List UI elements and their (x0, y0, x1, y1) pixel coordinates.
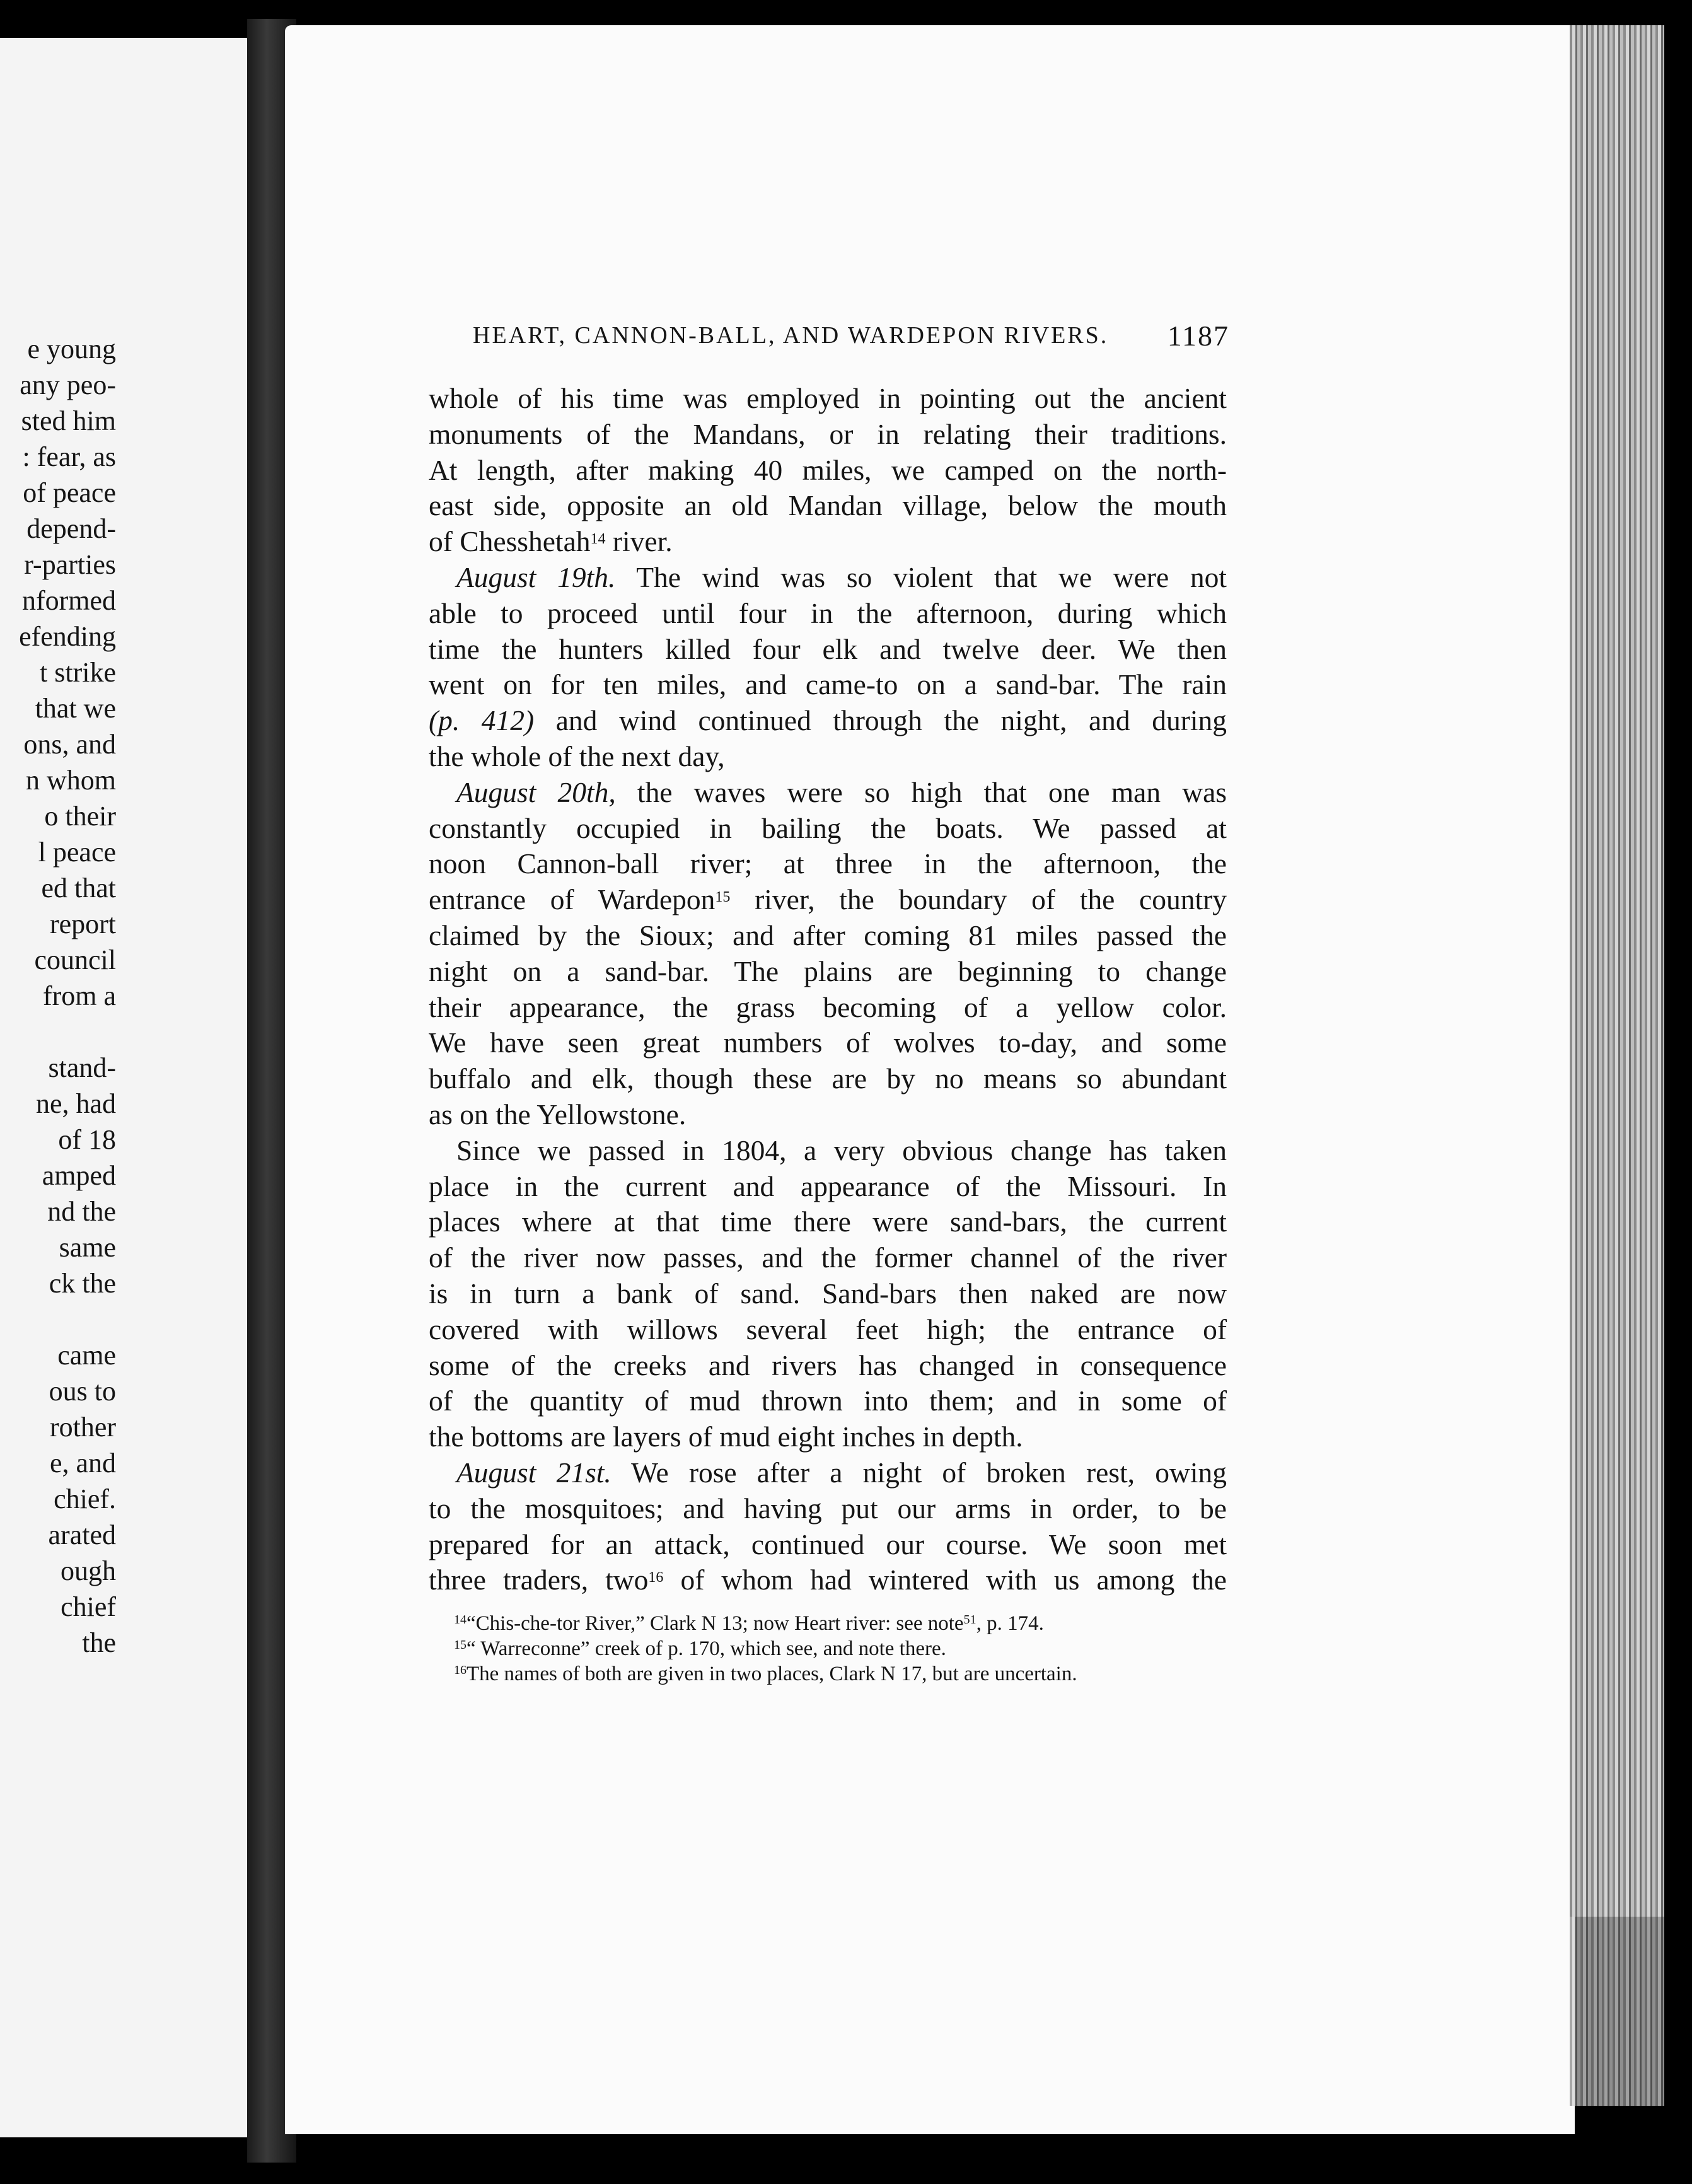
left-page-fragment: chief (61, 1591, 116, 1622)
footnote-text: , p. 174. (976, 1612, 1044, 1635)
text-line: Since we passed in 1804, a very obvious change has taken (456, 1134, 1227, 1166)
text-line: is in turn a bank of sand. Sand-bars then naked are now (429, 1277, 1227, 1310)
left-page-fragment: chief. (54, 1484, 116, 1514)
text-line: places where at that time there were sand-bars, the current (429, 1205, 1227, 1238)
left-page-fragment: r-parties (24, 549, 116, 580)
left-page-fragment: e young (27, 334, 116, 364)
text-line: whole of his time was employed in pointing out the ancient (429, 382, 1227, 414)
left-page (0, 38, 247, 2137)
text-line: went on for ten miles, and came-to on a sand-bar. The rain (429, 668, 1227, 701)
footnote-number: 16 (454, 1663, 466, 1677)
text-line (429, 1455, 1227, 1491)
page-number: 1187 (1167, 320, 1229, 352)
left-page-fragment: : fear, as (22, 441, 116, 472)
left-page-fragment: nformed (21, 585, 116, 616)
left-page-fragment: of 18 (58, 1124, 116, 1155)
left-page-fragment: came (57, 1340, 116, 1371)
footnote-ref: 16 (648, 1569, 664, 1586)
running-head (473, 320, 1229, 352)
entry-date: August 21st. (456, 1456, 611, 1489)
footnote-text: The names of both are given in two places, Clark N 17, but are uncertain. (466, 1663, 1077, 1685)
text-run: of whom had wintered with us among the (663, 1564, 1227, 1596)
left-page-fragment: from a (42, 980, 116, 1011)
footnote-text: “ Warreconne” creek of p. 170, which see, and note there. (466, 1637, 946, 1660)
text-line: their appearance, the grass becoming of a yellow color. (429, 990, 1227, 1023)
footnotes (454, 1611, 1229, 1687)
page-edges-lower (1570, 1917, 1664, 2106)
body-text (429, 381, 1227, 1598)
text-run: The wind was so violent that we were not (615, 561, 1227, 593)
text-line: some of the creeks and rivers has changed in consequence (429, 1349, 1227, 1381)
text-line: covered with willows several feet high; the entrance of (429, 1313, 1227, 1345)
text-line (429, 560, 1227, 596)
text-line: to the mosquitoes; and having put our arms in order, to be (429, 1492, 1227, 1525)
text-line: of the river now passes, and the former channel of the river (429, 1241, 1227, 1274)
entry-date: August 19th. (456, 561, 616, 593)
text-line (429, 703, 1227, 739)
left-page-fragment: ough (61, 1555, 116, 1586)
text-line: east side, opposite an old Mandan village, below the mouth (429, 489, 1227, 522)
text-line: able to proceed until four in the afternoon, during which (429, 596, 1227, 629)
text-line: as on the Yellowstone. (429, 1098, 687, 1130)
text-line: the bottoms are layers of mud eight inches in depth. (429, 1420, 1023, 1453)
left-page-fragment: that we (35, 693, 116, 724)
text-line (429, 775, 1227, 811)
footnote-number: 15 (454, 1638, 466, 1652)
left-page-fragment: the (82, 1627, 116, 1658)
left-page-fragment: of peace (23, 477, 116, 508)
text-line: monuments of the Mandans, or in relating their traditions. (429, 417, 1227, 450)
text-run: river. (605, 525, 673, 558)
footnote-number: 14 (454, 1613, 466, 1627)
text-run: and wind continued through the night, and during (534, 704, 1227, 737)
left-page-fragment: ck the (49, 1268, 116, 1299)
text-line: buffalo and elk, though these are by no means so abundant (429, 1062, 1227, 1095)
text-line: At length, after making 40 miles, we camped on the north- (429, 453, 1227, 486)
text-line: We have seen great numbers of wolves to-day, and some (429, 1026, 1227, 1059)
left-page-fragment: council (34, 944, 116, 975)
text-run: three traders, two (429, 1564, 649, 1596)
left-page-fragment: ed that (41, 873, 116, 903)
left-page-fragment: ous to (49, 1376, 116, 1407)
text-line: night on a sand-bar. The plains are beginning to change (429, 955, 1227, 987)
left-page-fragment: o their (44, 801, 116, 832)
page-edges (1570, 25, 1664, 1917)
left-page-fragment: same (59, 1232, 116, 1263)
left-page-fragment: report (49, 909, 116, 939)
left-page-fragment: depend- (26, 513, 116, 544)
page-reference: (p. 412) (429, 704, 535, 737)
text-run: We rose after a night of broken rest, owing (611, 1456, 1227, 1489)
left-page-fragment: ons, and (23, 729, 116, 760)
text-run: of Chesshetah (429, 525, 591, 558)
left-page-fragment: nd the (47, 1196, 116, 1227)
left-page-fragment: stand- (48, 1052, 116, 1083)
text-line: time the hunters killed four elk and twelve deer. We then (429, 632, 1227, 665)
footnote (454, 1636, 1229, 1661)
footnote (454, 1661, 1229, 1687)
left-page-fragment: ne, had (35, 1088, 116, 1119)
left-page-fragment: rother (49, 1412, 116, 1443)
text-line: claimed by the Sioux; and after coming 81 miles passed the (429, 919, 1227, 951)
left-page-fragment: n whom (26, 765, 116, 796)
footnote-ref: 15 (715, 889, 731, 906)
left-page-fragment: t strike (40, 657, 116, 688)
left-page-fragment: any peo- (20, 369, 116, 400)
text-line: the whole of the next day, (429, 740, 725, 772)
entry-date: August 20th, (456, 775, 616, 808)
text-line: of the quantity of mud thrown into them; and in some of (429, 1385, 1227, 1417)
left-page-fragment: amped (42, 1160, 116, 1191)
left-page-fragment: e, and (49, 1448, 116, 1478)
text-run: river, the boundary of the country (730, 883, 1227, 916)
text-line: noon Cannon-ball river; at three in the afternoon, the (429, 847, 1227, 880)
text-line (429, 882, 1227, 918)
text-line: constantly occupied in bailing the boats. We passed at (429, 811, 1227, 844)
text-line: place in the current and appearance of the Missouri. In (429, 1170, 1227, 1202)
left-page-fragment: sted him (21, 405, 116, 436)
footnote (454, 1611, 1229, 1636)
text-line (429, 1562, 1227, 1598)
left-page-fragment: l peace (38, 837, 116, 868)
footnote-ref: 14 (590, 531, 606, 548)
running-head-title: HEART, CANNON-BALL, AND WARDEPON RIVERS. (473, 322, 1109, 349)
left-page-fragment: arated (48, 1519, 116, 1550)
footnote-text: “Chis-che-tor River,” Clark N 13; now Heart river: see note (466, 1612, 964, 1635)
text-line (429, 524, 1227, 560)
text-run: entrance of Wardepon (429, 883, 716, 916)
text-line: prepared for an attack, continued our course. We soon met (429, 1528, 1227, 1560)
text-run: the waves were so high that one man was (615, 775, 1227, 808)
note-ref: 51 (963, 1613, 976, 1627)
left-page-fragment: efending (19, 621, 116, 652)
